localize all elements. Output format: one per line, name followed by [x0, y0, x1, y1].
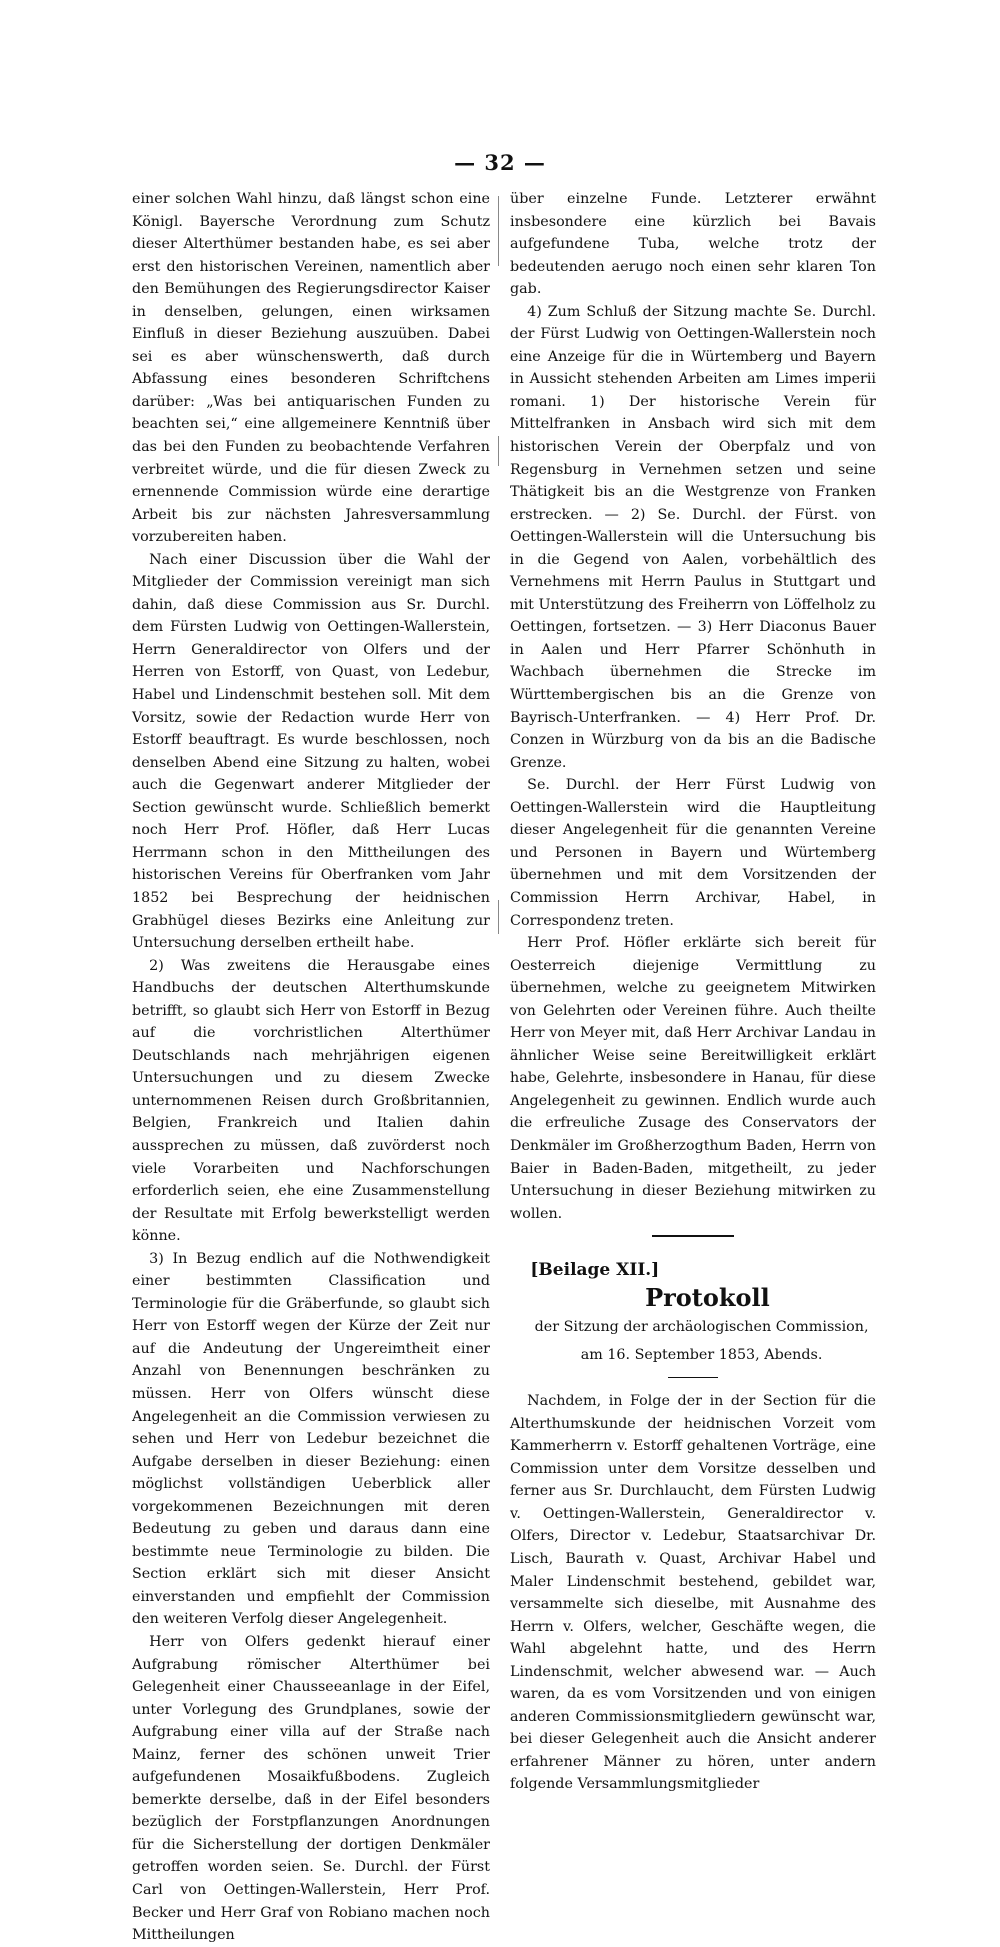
left-paragraph-1: einer solchen Wahl hinzu, daß längst schon eine Königl. Bayersche Verordnung zum Schutz dieser Alterthümer bestanden habe, es sei aber erst den historischen Vereinen, namentlich aber den Bemühungen des Regierungsdirector Kaiser in denselben, gelungen, einen wirksamen Einfluß in dieser Beziehung auszuüben. Dabei sei es aber wünschenswerth, daß durch Abfassung eines besonderen Schriftchens darüber: „Was bei antiquarischen Funden zu beachten sei,“ eine allgemeinere Kenntniß über das bei den Funden zu beobachtende Verfahren verbreitet würde, und die für diesen Zweck zu ernennende Commission würde eine derartige Arbeit bis zur nächsten Jahresversammlung vorzubereiten haben.: [132, 191, 490, 546]
right-paragraph-3: Se. Durchl. der Herr Fürst Ludwig von Oettingen-Wallerstein wird die Hauptleitung dieser Angelegenheit für die genannten Vereine und Personen in Bayern und Würtemberg übernehmen und mit dem Vorsitzenden der Commission Herrn Archivar, Habel, in Correspondenz treten.: [510, 777, 876, 929]
left-paragraph-4: 3) In Bezug endlich auf die Nothwendigkeit einer bestimmten Classification und Terminologie für die Gräberfunde, so glaubt sich Herr von Estorff wegen der Kürze der Zeit nur auf die Andeutung der Ungereimtheit einer Anzahl von Benennungen beschränken zu müssen. Herr von Olfers wünscht diese Angelegenheit an die Commission verwiesen zu sehen und Herr von Ledebur bezeichnet die Aufgabe derselben in dieser Beziehung: einen möglichst vollständigen Ueberblick aller vorgekommenen Bezeichnungen mit deren Bedeutung zu geben und daraus dann eine bestimmte neue Terminologie zu bilden. Die Section erklärt sich mit dieser Ansicht einverstanden und empfiehlt der Commission den weiteren Verfolg dieser Angelegenheit.: [132, 1250, 490, 1628]
left-paragraph-2: Nach einer Discussion über die Wahl der Mitglieder der Commission vereinigt man sich dahin, daß diese Commission aus Sr. Durchl. dem Fürsten Ludwig von Oettingen-Wallerstein, Herrn Generaldirector von Olfers und der Herren von Estorff, von Quast, von Ledebur, Habel und Lindenschmit bestehen soll. Mit dem Vorsitz, sowie der Redaction wurde Herr von Estorff beauftragt. Es wurde beschlossen, noch denselben Abend eine Sitzung zu halten, wobei auch die Gegenwart anderer Mitglieder der Section gewünscht wurde. Schließlich bemerkt noch Herr Prof. Höfler, daß Herr Lucas Herrmann schon in den Mittheilungen des historischen Vereins für Oberfranken vom Jahr 1852 bei Besprechung der heidnischen Grabhügel dieses Bezirks eine Anleitung zur Untersuchung derselben ertheilt habe.: [132, 551, 490, 952]
page-number: — 32 —: [454, 150, 546, 175]
protocol-subtitle: der Sitzung der archäologischen Commission,: [534, 1319, 869, 1336]
supplement-label: [Beilage XII.]: [530, 1260, 660, 1281]
column-gutter-mark: [498, 900, 499, 934]
protocol-title: Protokoll: [645, 1283, 770, 1313]
right-paragraph-1: über einzelne Funde. Letzterer erwähnt insbesondere eine kürzlich bei Bavais aufgefundene Tuba, welche trotz der bedeutenden aerugo noch einen sehr klaren Ton gab.: [510, 191, 876, 298]
column-gutter-mark: [498, 436, 499, 466]
right-paragraph-4: Herr Prof. Höfler erklärte sich bereit für Oesterreich diejenige Vermittlung zu übernehmen, welche zu geeignetem Mitwirken von Gelehrten oder Vereinen führe. Auch theilte Herr von Meyer mit, daß Herr Archivar Landau in ähnlicher Weise seine Bereitwilligkeit erklärt habe, Gelehrte, insbesondere in Hanau, für diese Angelegenheit zu gewinnen. Endlich wurde auch die erfreuliche Zusage des Conservators der Denkmäler im Großherzogthum Baden, Herrn von Baier in Baden-Baden, mitgetheilt, zu jeder Untersuchung in dieser Beziehung mitwirken zu wollen.: [510, 935, 876, 1222]
column-gutter-mark: [498, 196, 499, 266]
protocol-date: am 16. September 1853, Abends.: [580, 1347, 823, 1364]
left-paragraph-3: 2) Was zweitens die Herausgabe eines Handbuchs der deutschen Alterthumskunde betrifft, so glaubt sich Herr von Estorff in Bezug auf die vorchristlichen Alterthümer Deutschlands nach mehrjährigen eigenen Untersuchungen und zu diesem Zwecke unternommenen Reisen durch Großbritannien, Belgien, Frankreich und Italien dahin aussprechen zu müssen, daß zuvörderst noch viele Vorarbeiten und Nachforschungen erforderlich seien, ehe eine Zusammenstellung der Resultate mit Erfolg bewerkstelligt werden könne.: [132, 957, 490, 1245]
left-paragraph-5: Herr von Olfers gedenkt hierauf einer Aufgrabung römischer Alterthümer bei Gelegenheit einer Chausseeanlage in der Eifel, unter Vorlegung des Grundplanes, sowie der Aufgrabung einer villa auf der Straße nach Mainz, ferner des schönen unweit Trier aufgefundenen Mosaikfußbodens. Zugleich bemerkte derselbe, daß in der Eifel besonders bezüglich der Forstpflanzungen Anordnungen für die Sicherstellung der dortigen Denkmäler getroffen worden seien. Se. Durchl. der Fürst Carl von Oettingen-Wallerstein, Herr Prof. Becker und Herr Graf von Robiano machen noch Mittheilungen: [132, 1634, 490, 1944]
title-divider: [668, 1377, 718, 1378]
left-column: [132, 188, 490, 1947]
section-divider: [652, 1235, 734, 1237]
right-paragraph-2: 4) Zum Schluß der Sitzung machte Se. Durchl. der Fürst Ludwig von Oettingen-Wallerstein noch eine Anzeige für die in Würtemberg und Bayern in Aussicht stehenden Arbeiten am Limes imperii romani. 1) Der historische Verein für Mittelfranken in Ansbach wird sich mit dem historischen Verein der Oberpfalz und von Regensburg in Vernehmen setzen und seine Thätigkeit bis an die Westgrenze von Franken erstrecken. — 2) Se. Durchl. der Fürst. von Oettingen-Wallerstein will die Untersuchung bis in die Gegend von Aalen, vorbehältlich des Vernehmens mit Herrn Paulus in Stuttgart und mit Unterstützung des Freiherrn von Löffelholz zu Oettingen, fortsetzen. — 3) Herr Diaconus Bauer in Aalen und Herr Pfarrer Schönhuth in Wachbach übernehmen die Strecke im Württembergischen bis an die Grenze von Bayrisch-Unterfranken. — 4) Herr Prof. Dr. Conzen in Würzburg von da bis an die Badische Grenze.: [510, 303, 876, 771]
right-column: [510, 188, 876, 1796]
protocol-paragraph: Nachdem, in Folge der in der Section für die Alterthumskunde der heidnischen Vorzeit vom Kammerherrn v. Estorff gehaltenen Vorträge, eine Commission unter dem Vorsitze desselben und ferner aus Sr. Durchlaucht, dem Fürsten Ludwig v. Oettingen-Wallerstein, Generaldirector v. Olfers, Director v. Ledebur, Staatsarchivar Dr. Lisch, Baurath v. Quast, Archivar Habel und Maler Lindenschmit bestehend, gebildet war, versammelte sich dieselbe, mit Ausnahme des Herrn v. Olfers, welcher, Geschäfte wegen, die Wahl abgelehnt hatte, und des Herrn Lindenschmit, welcher abwesend war. — Auch waren, da es vom Vorsitzenden und von einigen anderen Commissionsmitgliedern gewünscht war, bei dieser Gelegenheit auch die Ansicht anderer erfahrener Männer zu hören, unter andern folgende Versammlungsmitglieder: [510, 1393, 876, 1793]
